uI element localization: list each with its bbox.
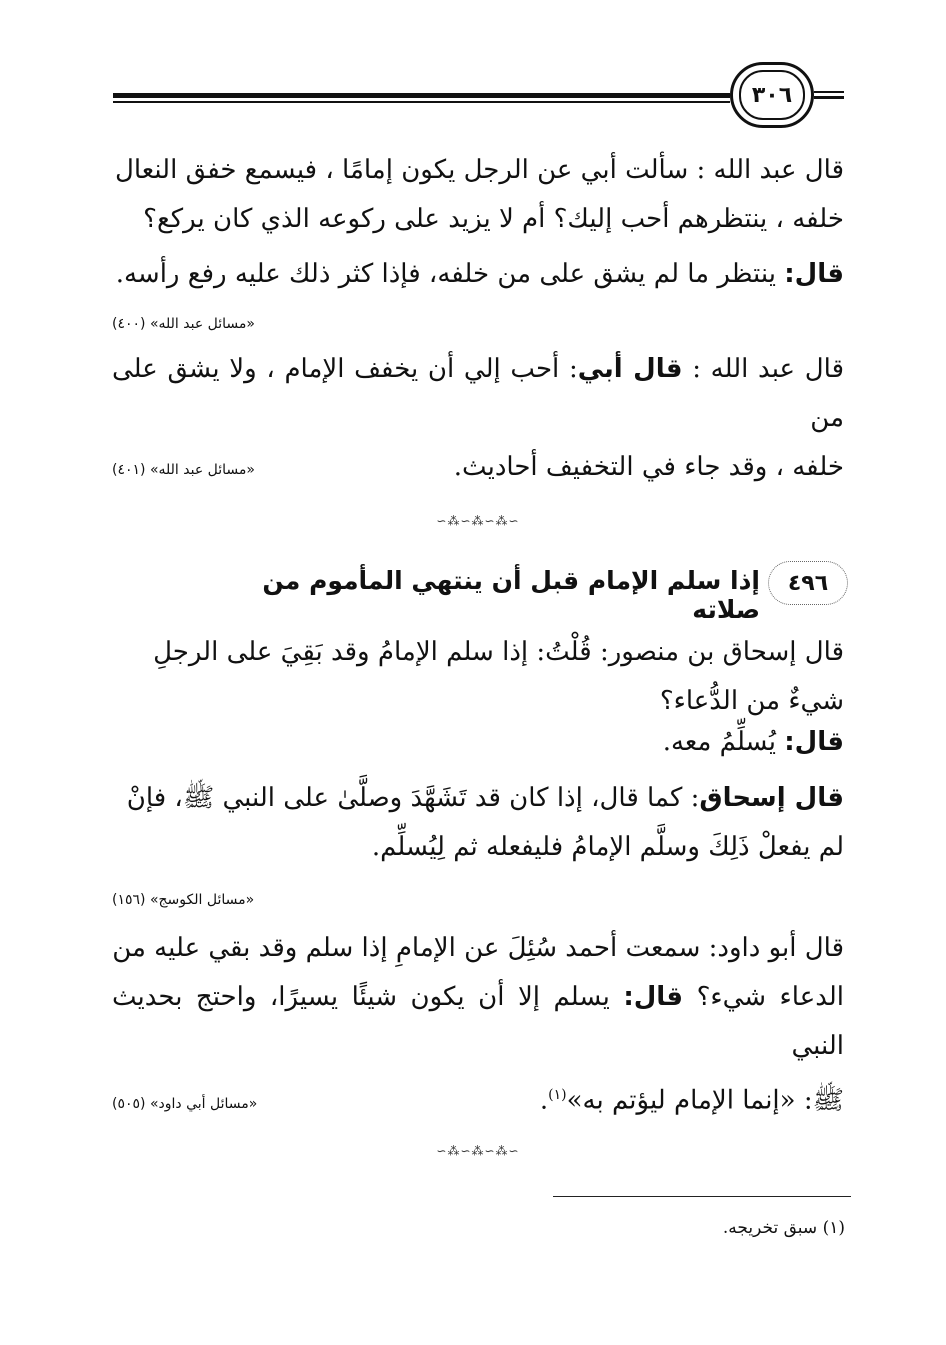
paragraph-3-prefix: قال عبد الله : [682,354,844,384]
paragraph-5-text: يُسلِّمُ معه. [662,727,785,757]
paragraph-4-line-2: شيءٌ من الدُّعاء؟ [659,686,844,716]
section-number: ٤٩٦ [768,561,848,605]
source-citation-3: «مسائل الكوسج» (١٥٦) [112,892,255,908]
header-rule-thick [113,93,730,98]
paragraph-7: قال أبو داود: سمعت أحمد سُئِلَ عن الإمامِ إذا سلم وقد بقي عليه من الدعاء شيء؟ قال: يسلم إلا أن يكون شيئًا يسيرًا، واحتج بحديث النبي ﷺ: «إنما الإمام ليؤتم به»$^{(١)}$. [112,924,844,1126]
paragraph-7-line-2b: يسلم إلا أن يكون شيئًا يسيرًا، واحتج بحديث النبي [112,982,844,1061]
paragraph-5 [112,718,844,767]
paragraph-7-line-1: قال أبو داود: سمعت أحمد سُئِلَ عن الإمامِ إذا سلم وقد بقي عليه من [112,933,844,963]
footnote [553,1218,845,1238]
footnote-text: سبق تخريجه. [722,1218,818,1238]
header-rule-right-bottom [814,96,844,99]
source-citation-1: «مسائل عبد الله» (٤٠٠) [112,316,255,332]
paragraph-3-line-2: خلفه ، وقد جاء في التخفيف أحاديث. [453,452,844,482]
footnote-reference: (١) [548,1087,567,1103]
paragraph-1-line-1: قال عبد الله : سألت أبي عن الرجل يكون إمامًا ، فيسمع خفق النعال [114,155,844,185]
speaker-label: قال: [784,727,844,757]
source-citation-2: «مسائل عبد الله» (٤٠١) [112,462,255,478]
paragraph-2-text: ينتظر ما لم يشق على من خلفه، فإذا كثر ذلك عليه رفع رأسه. [115,259,785,289]
paragraph-7-line-2a: الدعاء شيء؟ [683,982,844,1012]
footnote-rule [553,1196,851,1197]
speaker-label: قال: [784,259,844,289]
paragraph-1 [112,146,844,244]
page-number-badge [730,62,814,128]
speaker-label: قال أبي [577,354,683,384]
section-ornament: ∽⁂∽⁂∽⁂∽ [436,1144,520,1158]
paragraph-7-line-3: ﷺ: «إنما الإمام ليؤتم به» [566,1085,844,1116]
paragraph-4-line-1: قال إسحاق بن منصور: قُلْتُ: إذا سلم الإمامُ وقد بَقِيَ على الرجلِ [153,637,844,667]
paragraph-4 [112,628,844,726]
page-number: ٣٠٦ [739,70,805,120]
paragraph-2 [112,250,844,299]
speaker-label: قال إسحاق [699,783,844,813]
footnote-marker: (١) [822,1218,845,1238]
section-heading: إذا سلم الإمام قبل أن ينتهي المأموم من صلاته [262,566,760,624]
paragraph-3-line-1: : أحب إلي أن يخفف الإمام ، ولا يشق على من [112,354,844,433]
speaker-label: قال: [623,982,684,1012]
paragraph-1-line-2: خلفه ، ينتظرهم أحب إليك؟ أم لا يزيد على ركوعه الذي كان يركع؟ [143,204,844,234]
paragraph-6 [112,774,844,872]
paragraph-6-line-1: : كما قال، إذا كان قد تَشَهَّدَ وصلَّىٰ على النبي ﷺ، فإنْ [126,783,700,813]
header-rule-thin [113,101,730,103]
source-citation-4: «مسائل أبي داود» (٥٠٥) [112,1096,258,1112]
paragraph-6-line-2: لم يفعلْ ذَلِكَ وسلَّم الإمامُ فليفعله ثم لِيُسلِّم. [371,832,844,862]
header-rule-right-top [814,91,844,93]
section-ornament: ∽⁂∽⁂∽⁂∽ [436,514,520,528]
